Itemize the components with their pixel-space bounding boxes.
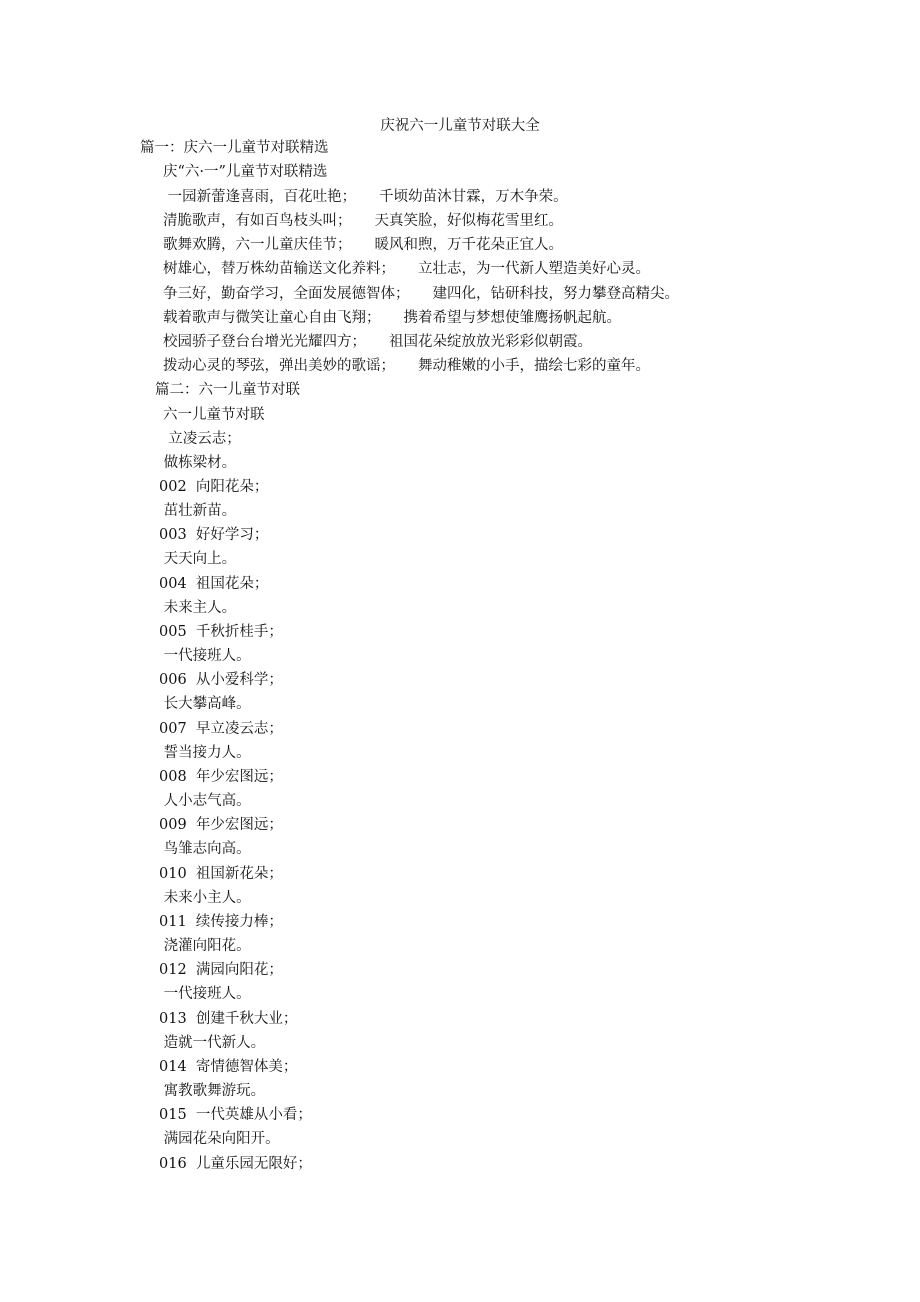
couplet-line: 002 向阳花朵； <box>159 479 269 495</box>
couplet-line: 016 儿童乐园无限好； <box>159 1156 312 1172</box>
couplet-line: 007 早立凌云志； <box>159 721 283 737</box>
couplet-line: 树雄心，替万株幼苗输送文化养料； 立壮志，为一代新人塑造美好心灵。 <box>163 261 651 277</box>
couplet-line: 争三好，勤奋学习，全面发展德智体； 建四化，钻研科技，努力攀登高精尖。 <box>163 286 680 302</box>
document-title: 庆祝六一儿童节对联大全 <box>380 118 540 134</box>
couplet-line: 长大攀高峰。 <box>159 696 251 712</box>
couplet-line: 拨动心灵的琴弦，弹出美妙的歌谣； 舞动稚嫩的小手，描绘七彩的童年。 <box>163 358 651 374</box>
couplet-line: 008 年少宏图远； <box>159 769 283 785</box>
couplet-line: 012 满园向阳花； <box>159 962 283 978</box>
couplet-line: 未来主人。 <box>159 600 237 616</box>
couplet-line: 一代接班人。 <box>159 986 251 1002</box>
couplet-line: 013 创建千秋大业； <box>159 1011 298 1027</box>
couplet-line: 满园花朵向阳开。 <box>159 1131 280 1147</box>
couplet-line: 005 千秋折桂手； <box>159 624 283 640</box>
couplet-line: 未来小主人。 <box>159 890 251 906</box>
couplet-line: 一园新蕾逢喜雨，百花吐艳； 千顷幼苗沐甘霖，万木争荣。 <box>163 189 568 205</box>
couplet-line: 人小志气高。 <box>159 793 251 809</box>
couplet-line: 浇灌向阳花。 <box>159 938 251 954</box>
couplet-line: 010 祖国新花朵； <box>159 866 283 882</box>
couplet-line: 006 从小爱科学； <box>159 672 283 688</box>
couplet-line: 造就一代新人。 <box>159 1035 266 1051</box>
section2-subheading: 六一儿童节对联 <box>163 407 265 423</box>
couplet-line: 011 续传接力棒； <box>159 914 283 930</box>
couplet-line: 一代接班人。 <box>159 648 251 664</box>
couplet-line: 茁壮新苗。 <box>159 503 237 519</box>
couplet-line: 寓教歌舞游玩。 <box>159 1083 266 1099</box>
section2-heading: 篇二：六一儿童节对联 <box>155 382 300 398</box>
couplet-line: 鸟雏志向高。 <box>159 841 251 857</box>
couplet-line: 歌舞欢腾，六一儿童庆佳节； 暖风和煦，万千花朵正宜人。 <box>163 237 564 253</box>
section1-subheading: 庆“六·一”儿童节对联精选 <box>163 164 328 180</box>
couplet-line: 立凌云志； <box>159 431 241 447</box>
section1-heading: 篇一：庆六一儿童节对联精选 <box>140 140 329 156</box>
couplet-line: 做栋梁材。 <box>159 455 237 471</box>
couplet-line: 009 年少宏图远； <box>159 817 283 833</box>
couplet-line: 天天向上。 <box>159 551 237 567</box>
couplet-line: 校园骄子登台台增光光耀四方； 祖国花朵绽放放光彩彩似朝霞。 <box>163 334 593 350</box>
couplet-line: 清脆歌声，有如百鸟枝头叫； 天真笑脸，好似梅花雪里红。 <box>163 213 564 229</box>
couplet-line: 誓当接力人。 <box>159 745 251 761</box>
couplet-line: 004 祖国花朵； <box>159 576 269 592</box>
couplet-line: 014 寄情德智体美； <box>159 1059 298 1075</box>
couplet-line: 015 一代英雄从小看； <box>159 1107 312 1123</box>
couplet-line: 003 好好学习； <box>159 527 269 543</box>
couplet-line: 载着歌声与微笑让童心自由飞翔； 携着希望与梦想使雏鹰扬帆起航。 <box>163 310 622 326</box>
